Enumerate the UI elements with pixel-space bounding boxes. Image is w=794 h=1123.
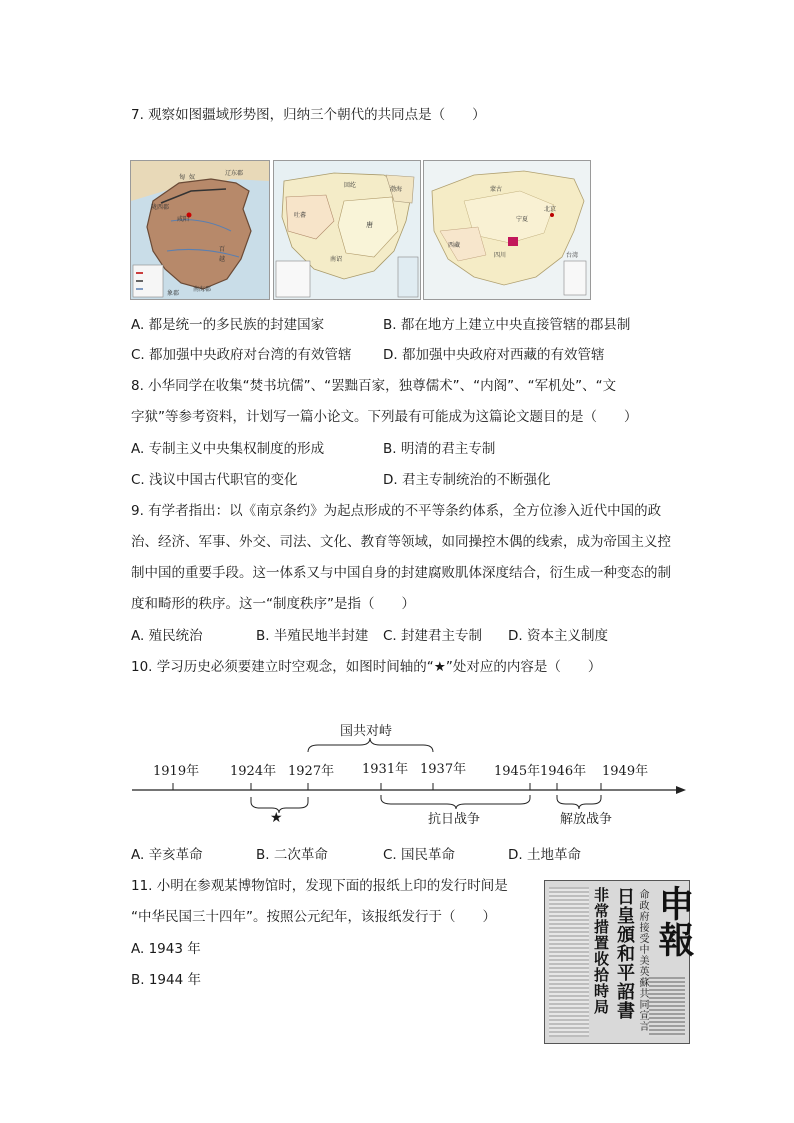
label-jiefang-zhanzheng: 解放战争 <box>560 812 613 827</box>
brace-war <box>381 795 530 809</box>
newspaper-text-block <box>549 887 589 1037</box>
qing-map <box>423 160 591 300</box>
year-1937: 1937年 <box>420 762 467 777</box>
star-marker: ★ <box>270 810 283 826</box>
qin-map-image <box>131 161 269 299</box>
map1-label-8: 越 <box>219 256 226 263</box>
map3-label-6: 台湾 <box>566 252 579 259</box>
map1-label-6: 南海郡 <box>193 286 212 293</box>
q10-option-a: A. 辛亥革命 <box>131 847 203 863</box>
newspaper-masthead: 申報 <box>653 885 695 957</box>
q9-option-b: B. 半殖民地半封建 <box>256 628 369 644</box>
map1-label-3: 辽东郡 <box>225 170 244 177</box>
q9-option-c: C. 封建君主专制 <box>383 628 483 644</box>
year-1945: 1945年 <box>494 764 541 779</box>
map2-label-3: 渤海 <box>390 186 403 193</box>
map1-label-9: 象郡 <box>167 290 180 297</box>
q9-stem-line4: 度和畸形的秩序。这一“制度秩序”是指（ ） <box>131 596 415 612</box>
q9-option-a: A. 殖民统治 <box>131 628 203 644</box>
q11-option-b: B. 1944 年 <box>131 972 201 988</box>
newspaper-headline-1: 非常措置收拾時局 <box>592 887 610 1015</box>
q8-stem-line1: 8. 小华同学在收集“焚书坑儒”、“罢黜百家，独尊儒术”、“内阁”、“军机处”、“文 <box>131 378 617 394</box>
map2-label-4: 南诏 <box>330 256 343 263</box>
q10-option-d: D. 土地革命 <box>508 847 581 863</box>
q8-option-c: C. 浅议中国古代职官的变化 <box>131 472 298 488</box>
tang-map-image <box>274 161 420 299</box>
map2-label-1: 吐蕃 <box>294 212 307 219</box>
q7-option-a: A. 都是统一的多民族的封建国家 <box>131 317 325 333</box>
q10-stem: 10. 学习历史必须要建立时空观念，如图时间轴的“★”处对应的内容是（ ） <box>131 659 602 675</box>
tang-map <box>273 160 421 300</box>
newspaper-headline-3: 命政府接受中美英蘇共同宣言 <box>637 889 648 1032</box>
brace-liberation <box>557 795 601 809</box>
map1-label-7: 百 <box>219 246 226 253</box>
newspaper-headline-2: 日皇頒和平詔書 <box>614 887 635 1020</box>
q10-option-b: B. 二次革命 <box>256 847 328 863</box>
year-1949: 1949年 <box>602 764 649 779</box>
q7-option-b: B. 都在地方上建立中央直接管辖的郡县制 <box>383 317 631 333</box>
year-1931: 1931年 <box>362 762 409 777</box>
year-1946: 1946年 <box>540 764 587 779</box>
map1-label-1: 匈 <box>179 174 186 181</box>
qing-map-image <box>424 161 590 299</box>
year-1927: 1927年 <box>288 764 335 779</box>
newspaper-ad-block <box>649 977 685 1037</box>
map2-label-5: 唐 <box>366 221 373 229</box>
q11-stem-line1: 11. 小明在参观某博物馆时，发现下面的报纸上印的发行时间是 <box>131 878 508 894</box>
q7-option-c: C. 都加强中央政府对台湾的有效管辖 <box>131 347 352 363</box>
map2-label-2: 回纥 <box>344 182 357 189</box>
q9-stem-line1: 9. 有学者指出：以《南京条约》为起点形成的不平等条约体系，全方位渗入近代中国的政 <box>131 503 662 519</box>
timeline-arrow-icon <box>676 786 686 794</box>
label-kangri-zhanzheng: 抗日战争 <box>428 812 481 827</box>
year-1924: 1924年 <box>230 764 277 779</box>
map1-label-4: 陇西郡 <box>151 204 170 211</box>
map3-label-3: 西藏 <box>448 242 461 249</box>
qin-map <box>130 160 270 300</box>
q9-stem-line2: 治、经济、军事、外交、司法、文化、教育等领域，如同操控木偶的线索，成为帝国主义控 <box>131 534 671 550</box>
map3-label-1: 蒙古 <box>490 186 503 193</box>
map3-label-2: 宁夏 <box>516 216 529 223</box>
q11-option-a: A. 1943 年 <box>131 941 201 957</box>
map1-label-5: 咸阳 <box>177 216 190 223</box>
year-1919: 1919年 <box>153 764 200 779</box>
q8-option-d: D. 君主专制统治的不断强化 <box>383 472 551 488</box>
shenbao-newspaper-image <box>544 880 695 1044</box>
q10-option-c: C. 国民革命 <box>383 847 456 863</box>
q8-option-b: B. 明清的君主专制 <box>383 441 496 457</box>
q8-stem-line2: 字狱”等参考资料，计划写一篇小论文。下列最有可能成为这篇论文题目的是（ ） <box>131 409 638 425</box>
map1-label-2: 奴 <box>189 174 196 181</box>
q8-option-a: A. 专制主义中央集权制度的形成 <box>131 441 325 457</box>
q7-stem: 7. 观察如图疆域形势图，归纳三个朝代的共同点是（ ） <box>131 107 486 123</box>
q9-stem-line3: 制中国的重要手段。这一体系又与中国自身的封建腐败肌体深度结合，衍生成一种变态的制 <box>131 565 671 581</box>
q9-option-d: D. 资本主义制度 <box>508 628 608 644</box>
label-guogong-duizhi: 国共对峙 <box>340 724 393 739</box>
brace-guogong <box>308 738 433 752</box>
map3-label-5: 北京 <box>544 206 557 213</box>
q11-stem-line2: “中华民国三十四年”。按照公元纪年，该报纸发行于（ ） <box>131 909 496 925</box>
map3-label-4: 四川 <box>494 252 507 259</box>
q7-option-d: D. 都加强中央政府对西藏的有效管辖 <box>383 347 605 363</box>
